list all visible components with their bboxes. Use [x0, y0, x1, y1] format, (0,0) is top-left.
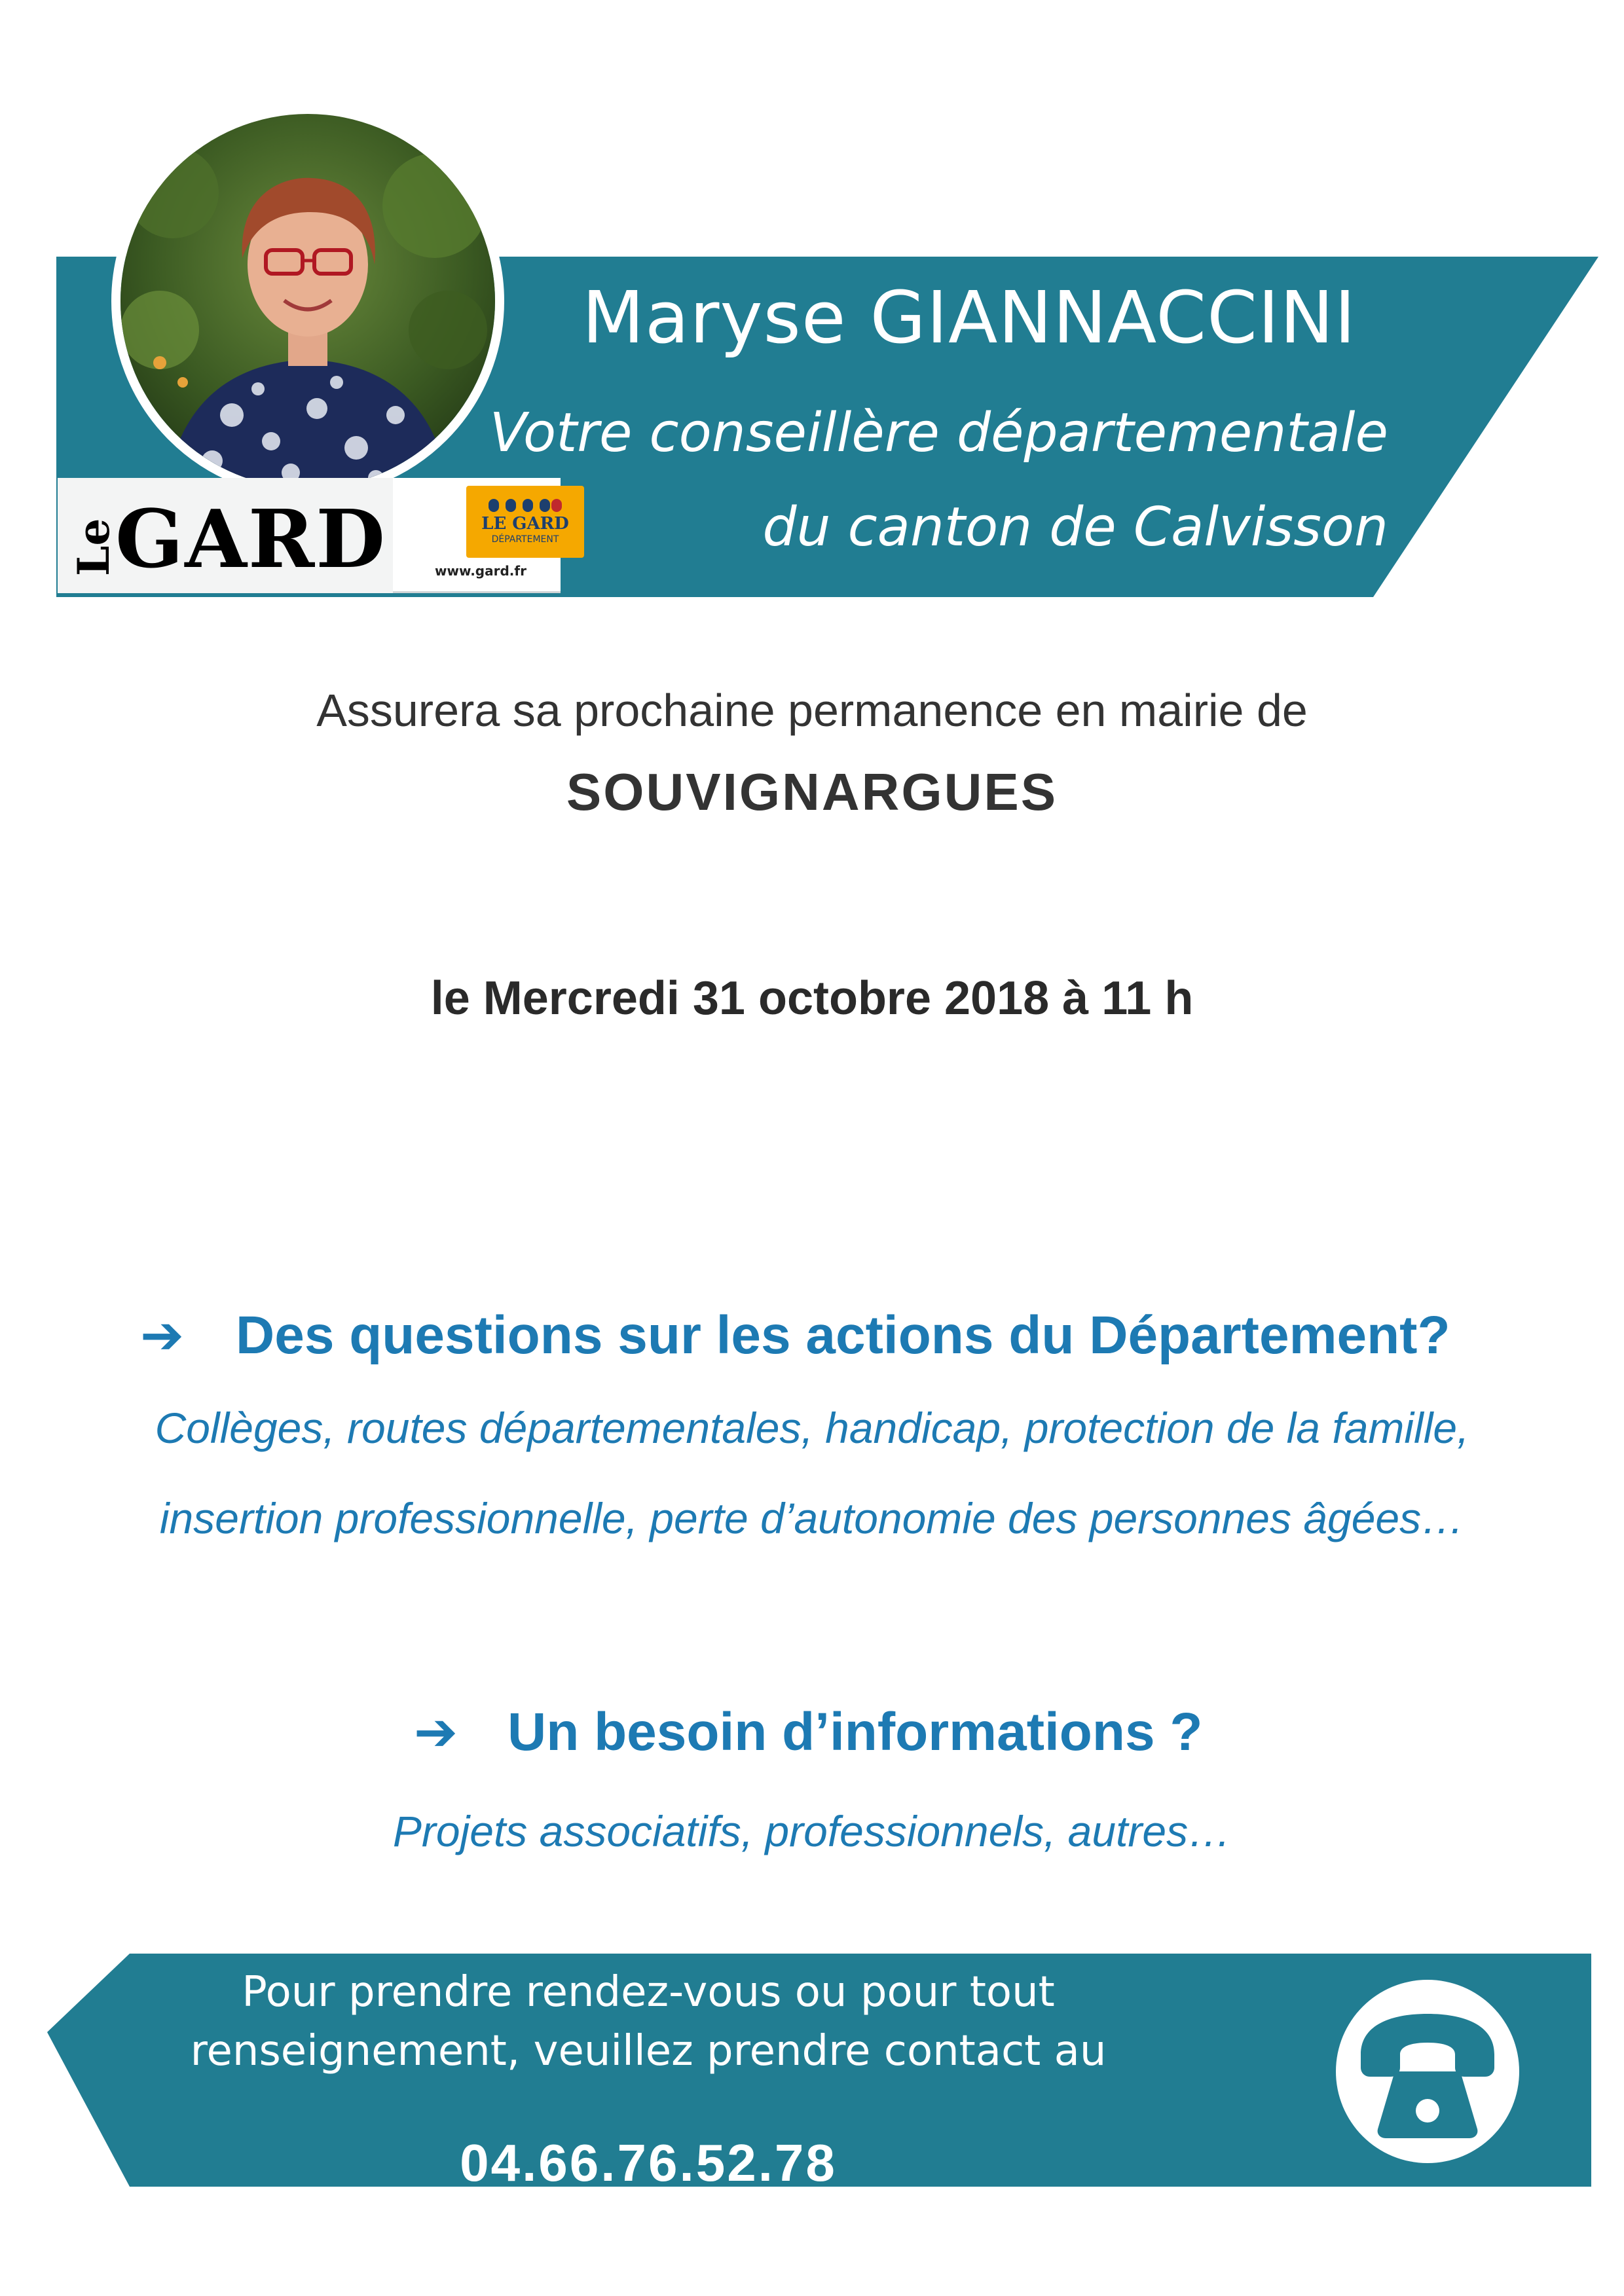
le-gard-logo: [58, 478, 393, 593]
questions-heading: Des questions sur les actions du Département?: [236, 1305, 1450, 1365]
canton-name: du canton de Calvisson: [762, 496, 1388, 558]
role-title: Votre conseillère départementale: [489, 402, 1388, 464]
councillor-name: Maryse GIANNACCINI: [581, 276, 1357, 359]
portrait-photo: [111, 105, 504, 498]
permanence-date: le Mercredi 31 octobre 2018 à 11 h: [430, 972, 1194, 1025]
info-heading: Un besoin d’informations ?: [507, 1702, 1203, 1762]
departement-logo-sub: DÉPARTEMENT: [491, 534, 559, 545]
permanence-intro: Assurera sa prochaine permanence en mairie de: [316, 685, 1308, 736]
questions-line-2: insertion professionnelle, perte d’autonomie des personnes âgées…: [159, 1494, 1465, 1542]
logo-strip: [58, 478, 569, 593]
departement-badge: [466, 486, 584, 558]
departement-url[interactable]: www.gard.fr: [435, 563, 526, 579]
telephone-icon: [1329, 1973, 1526, 2170]
info-line-1: Projets associatifs, professionnels, autres…: [392, 1807, 1232, 1855]
footer-contact-line-1: Pour prendre rendez-vous ou pour tout: [242, 1968, 1055, 2016]
logo-le-text: Le: [68, 518, 119, 576]
right-arrow-icon: ➔: [140, 1305, 185, 1366]
town-name: SOUVIGNARGUES: [566, 763, 1058, 821]
logo-gard-text: GARD: [115, 492, 387, 586]
footer-contact-line-2: renseignement, veuillez prendre contact au: [190, 2027, 1107, 2075]
right-arrow-icon: ➔: [414, 1702, 458, 1762]
phone-number[interactable]: 04.66.76.52.78: [460, 2134, 837, 2192]
questions-line-1: Collèges, routes départementales, handicap, protection de la famille,: [155, 1404, 1469, 1452]
departement-logo-name: LE GARD: [481, 514, 569, 534]
departement-logo: [409, 486, 569, 584]
